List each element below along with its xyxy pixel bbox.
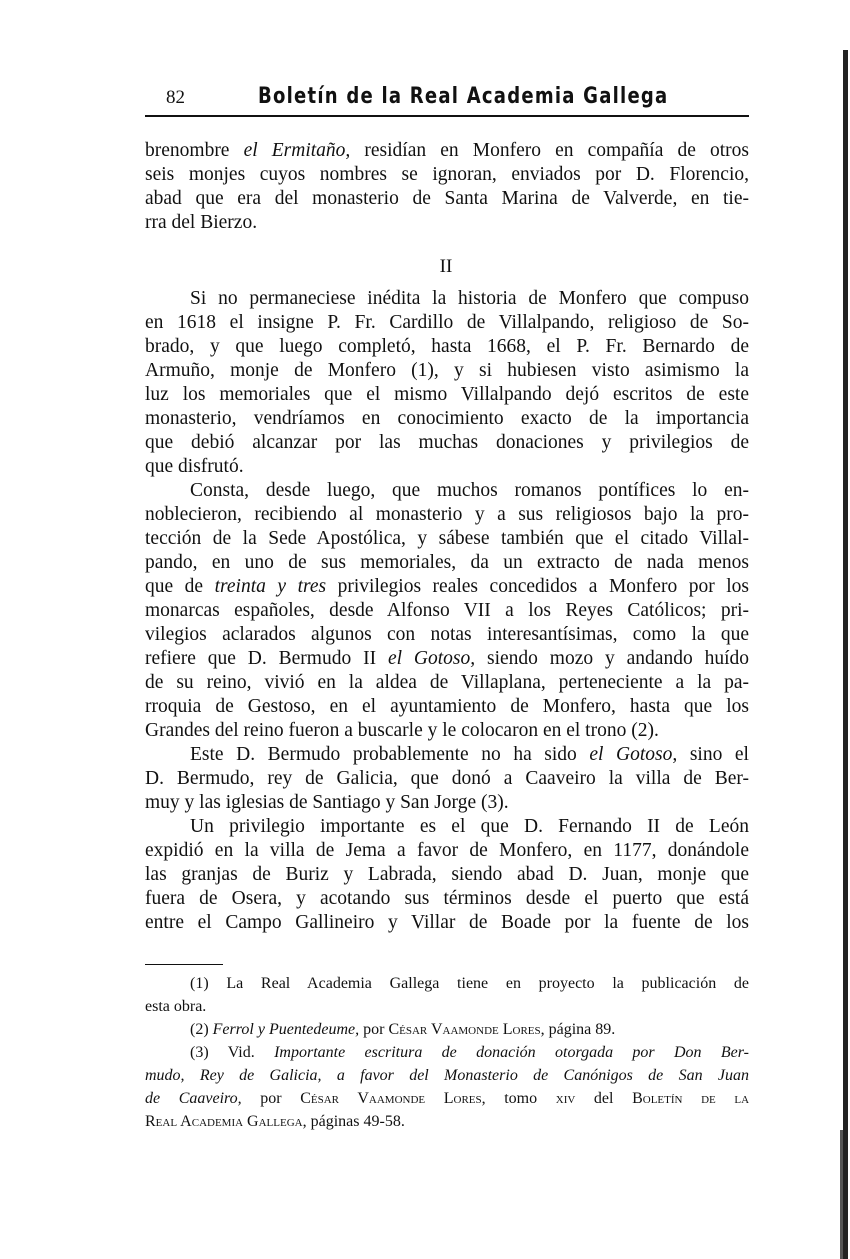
text-run: brado, y que luego completó, hasta 1668, el P. Fr. Bernardo de: [145, 336, 749, 357]
text-run: sino el: [677, 744, 749, 765]
paragraph-line: [145, 163, 749, 187]
paragraph-line: [145, 527, 749, 551]
text-run: , páginas 49-58.: [302, 1113, 405, 1130]
italic-text: Importante escritura de donación otorgada por Don Ber-: [274, 1044, 749, 1061]
paragraph-line: [145, 791, 749, 815]
text-run: brenombre: [145, 140, 244, 161]
paragraph-line: [145, 383, 749, 407]
small-caps-text: xiv: [555, 1090, 576, 1107]
paragraph-line: [145, 287, 749, 311]
paragraph-line: [145, 359, 749, 383]
paragraph-line: [145, 455, 749, 479]
paragraph-line: [145, 863, 749, 887]
text-run: Este D. Bermudo probablemente no ha sido: [190, 744, 590, 765]
text-run: privilegios reales concedidos a Monfero por los: [326, 576, 749, 597]
text-run: que disfrutó.: [145, 456, 244, 477]
paragraph-line: [145, 431, 749, 455]
text-run: fuera de Osera, y acotando sus términos desde el puerto que está: [145, 888, 749, 909]
text-run: residían en Monfero en compañía de otros: [350, 140, 749, 161]
small-caps-text: César Vaamonde Lores: [388, 1021, 541, 1038]
running-header-title: Boletín de la Real Academia Gallega: [258, 84, 669, 109]
text-run: por: [241, 1090, 301, 1107]
text-run: noblecieron, recibiendo al monasterio y a sus religiosos bajo la pro-: [145, 504, 749, 525]
text-run: expidió en la villa de Jema a favor de Monfero, en 1177, donándole: [145, 840, 749, 861]
italic-text: treinta y tres: [214, 576, 327, 597]
text-run: Grandes del reino fueron a buscarle y le colocaron en el trono (2).: [145, 720, 659, 741]
footnote-line: [145, 995, 749, 1018]
italic-text: mudo, Rey de Galicia, a favor del Monasterio de Canónigos de San Juan: [145, 1067, 749, 1084]
text-run: (1) La Real Academia Gallega tiene en proyecto la publicación de: [190, 975, 749, 992]
paragraph-line: [145, 479, 749, 503]
scan-border-shadow: [840, 1130, 843, 1259]
text-run: del: [575, 1090, 633, 1107]
paragraph-line: [145, 743, 749, 767]
text-run: refiere que D. Bermudo II: [145, 648, 388, 669]
text-run: Si no permaneciese inédita la historia de Monfero que compuso: [190, 288, 749, 309]
text-run: que debió alcanzar por las muchas donaciones y privilegios de: [145, 432, 749, 453]
paragraph-line: [145, 671, 749, 695]
footnote-line: [145, 1018, 749, 1041]
text-run: que de: [145, 576, 215, 597]
text-run: , página 89.: [540, 1021, 616, 1038]
text-run: rroquia de Gestoso, en el ayuntamiento de Monfero, hasta que los: [145, 696, 749, 717]
text-run: siendo mozo y andando huído: [475, 648, 749, 669]
text-run: Consta, desde luego, que muchos romanos pontífices lo en-: [190, 480, 749, 501]
paragraph-line: [145, 311, 749, 335]
paragraph-line: [145, 335, 749, 359]
text-run: pando, en uno de sus memoriales, da un extracto de nada menos: [145, 552, 749, 573]
italic-text: el Ermitaño,: [243, 140, 351, 161]
text-run: entre el Campo Gallineiro y Villar de Boade por la fuente de los: [145, 912, 749, 933]
scan-border: [843, 50, 848, 1259]
paragraph-line: [145, 551, 749, 575]
header-rule: [145, 115, 749, 117]
footnote-line: [145, 972, 749, 995]
text-run: vilegios aclarados algunos con notas interesantísimas, como la que: [145, 624, 749, 645]
text-run: Un privilegio importante es el que D. Fernando II de León: [190, 816, 749, 837]
small-caps-text: César Vaamonde Lores: [300, 1090, 482, 1107]
page-number: 82: [166, 87, 185, 108]
italic-text: Ferrol y Puentedeume,: [212, 1021, 360, 1038]
text-run: de su reino, vivió en la aldea de Villaplana, perteneciente a la pa-: [145, 672, 749, 693]
text-run: , tomo: [481, 1090, 556, 1107]
text-run: D. Bermudo, rey de Galicia, que donó a Caaveiro la villa de Ber-: [145, 768, 749, 789]
paragraph-line: [145, 887, 749, 911]
paragraph-line: [145, 647, 749, 671]
paragraph-line: [145, 695, 749, 719]
paragraph-line: [145, 187, 749, 211]
footnote-line: [145, 1041, 749, 1064]
paragraph-line: [145, 139, 749, 163]
text-run: muy y las iglesias de Santiago y San Jorge (3).: [145, 792, 509, 813]
text-run: monarcas españoles, desde Alfonso VII a los Reyes Católicos; pri-: [145, 600, 749, 621]
section-number: II: [439, 256, 453, 277]
paragraph-line: [145, 767, 749, 791]
paragraph-line: [145, 599, 749, 623]
paragraph-line: [145, 623, 749, 647]
italic-text: el Gotoso,: [387, 648, 476, 669]
paragraph-line: [145, 575, 749, 599]
text-run: por: [359, 1021, 389, 1038]
paragraph-line: [145, 407, 749, 431]
small-caps-text: Boletín de la: [632, 1090, 750, 1107]
paragraph-line: [145, 503, 749, 527]
paragraph-line: [145, 815, 749, 839]
text-run: (3) Vid.: [190, 1044, 275, 1061]
text-run: abad que era del monasterio de Santa Marina de Valverde, en tie-: [145, 188, 749, 209]
text-run: Armuño, monje de Monfero (1), y si hubiesen visto asimismo la: [145, 360, 749, 381]
text-run: seis monjes cuyos nombres se ignoran, enviados por D. Florencio,: [145, 164, 749, 185]
paragraph-line: [145, 911, 749, 935]
text-run: luz los memoriales que el mismo Villalpando dejó escritos de este: [145, 384, 749, 405]
footnote-line: [145, 1110, 749, 1133]
text-run: monasterio, vendríamos en conocimiento exacto de la importancia: [145, 408, 749, 429]
italic-text: el Gotoso,: [589, 744, 678, 765]
paragraph-line: [145, 719, 749, 743]
text-run: rra del Bierzo.: [145, 212, 258, 233]
footnote-line: [145, 1087, 749, 1110]
paragraph-line: [145, 211, 749, 235]
text-run: (2): [190, 1021, 213, 1038]
italic-text: de Caaveiro,: [145, 1090, 242, 1107]
paragraph-line: [145, 839, 749, 863]
footnote-line: [145, 1064, 749, 1087]
small-caps-text: Real Academia Gallega: [145, 1113, 303, 1130]
text-run: en 1618 el insigne P. Fr. Cardillo de Villalpando, religioso de So-: [145, 312, 749, 333]
footnote-rule: [145, 964, 223, 965]
text-run: las granjas de Buriz y Labrada, siendo abad D. Juan, monje que: [145, 864, 749, 885]
text-run: esta obra.: [145, 998, 207, 1015]
text-run: tección de la Sede Apostólica, y sábese también que el citado Villal-: [145, 528, 749, 549]
